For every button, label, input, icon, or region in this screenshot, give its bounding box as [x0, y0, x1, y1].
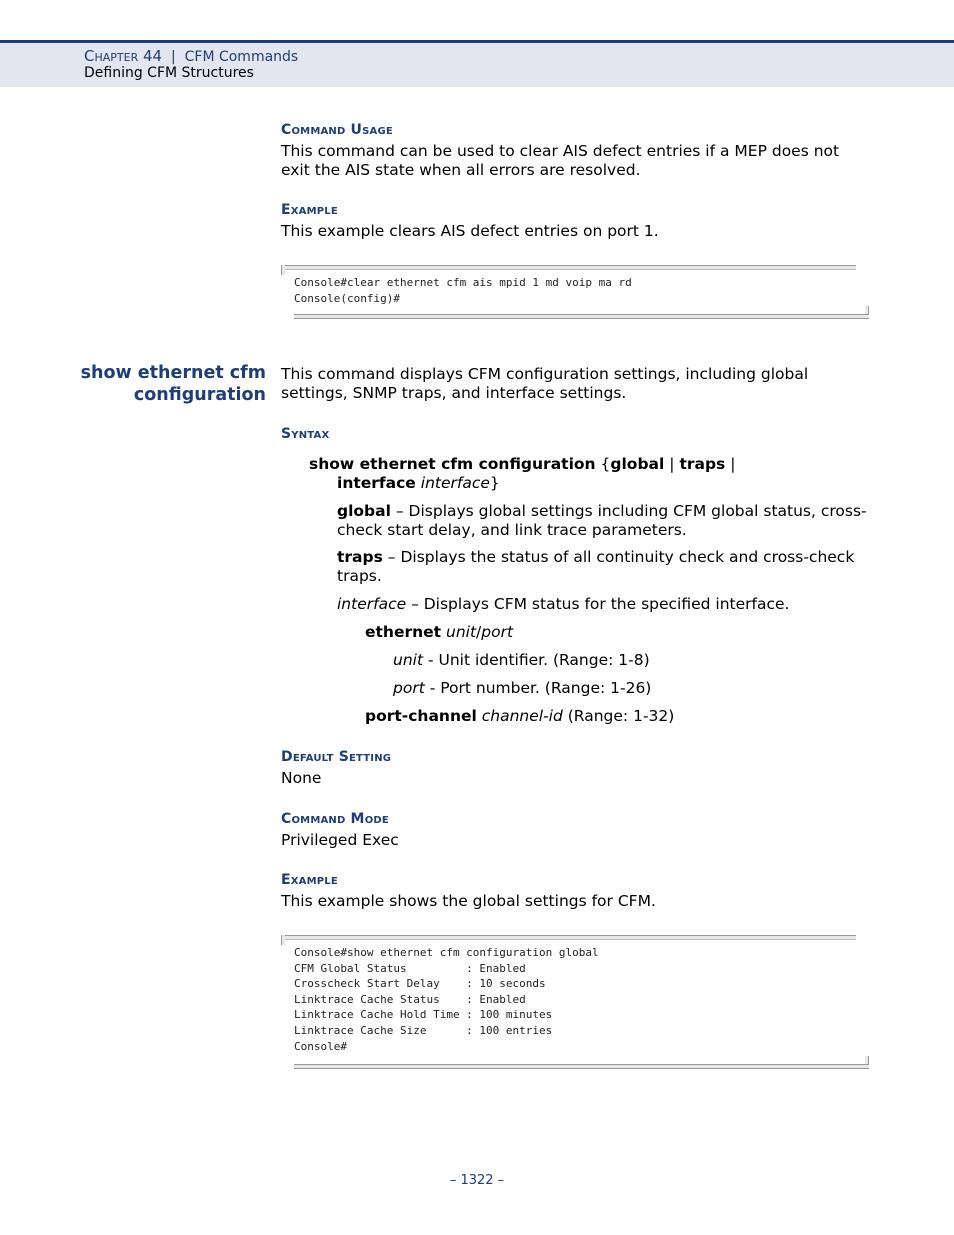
desc-line-1: This command displays CFM configuration settings, including global: [281, 365, 809, 383]
chapter-title: CFM Commands: [184, 49, 299, 65]
header-separator: |: [170, 49, 176, 65]
command-usage-text: [281, 142, 861, 180]
command-title-line-2: configuration: [133, 385, 266, 405]
command-mode-value: Privileged Exec: [281, 831, 399, 849]
param-port-kw: port: [393, 679, 425, 697]
param-global: [337, 502, 867, 521]
param-ethernet-port: port: [481, 623, 514, 641]
usage-line-2: exit the AIS state when all errors are resolved.: [281, 161, 641, 179]
example-text-1: This example clears AIS defect entries on port 1.: [281, 222, 659, 240]
chapter-line: [84, 47, 298, 65]
param-traps: [337, 548, 854, 567]
code-block-1: [281, 265, 869, 319]
chapter-label: Chapter 44: [84, 47, 163, 65]
syntax-opt-interface: interface: [337, 474, 416, 492]
command-description: [281, 365, 861, 403]
open-brace: {: [600, 455, 611, 473]
page-header: [0, 40, 954, 87]
param-pc-range: (Range: 1-32): [562, 707, 675, 725]
syntax-opt-traps: traps: [679, 455, 726, 473]
param-port-desc: - Port number. (Range: 1-26): [424, 679, 652, 697]
syntax-line-2: [337, 474, 500, 493]
param-ethernet: [365, 623, 513, 642]
param-interface-desc: – Displays CFM status for the specified interface.: [406, 595, 790, 613]
pipe-2: |: [730, 455, 736, 473]
param-interface-kw: interface: [337, 595, 407, 613]
param-traps-desc-1: – Displays the status of all continuity check and cross-check: [382, 548, 855, 566]
command-title-line-1: show ethernet cfm: [80, 363, 266, 383]
param-global-kw: global: [337, 502, 391, 520]
syntax-line-1: [309, 455, 735, 474]
desc-line-2: settings, SNMP traps, and interface settings.: [281, 384, 627, 402]
command-mode-heading: Command Mode: [281, 811, 389, 827]
example-heading-2: Example: [281, 872, 338, 888]
code-text-1: Console#clear ethernet cfm ais mpid 1 md voip ma rd Console(config)#: [294, 276, 632, 305]
param-traps-desc-2: traps.: [337, 567, 382, 585]
param-pc-kw: port-channel: [365, 707, 477, 725]
param-unit-desc: - Unit identifier. (Range: 1-8): [423, 651, 650, 669]
section-title: Defining CFM Structures: [84, 65, 254, 81]
param-interface: [337, 595, 789, 614]
code-block-2: [281, 935, 869, 1069]
param-unit: [393, 651, 650, 670]
param-ethernet-unit: unit: [446, 623, 477, 641]
default-setting-heading: Default Setting: [281, 749, 392, 765]
param-global-desc-2: check start delay, and link trace parameters.: [337, 521, 687, 539]
param-slash: /: [476, 623, 482, 641]
code-text-2: Console#show ethernet cfm configuration global CFM Global Status : Enabled Crosscheck Start Delay : 10 seconds Linktrace Cache Status : Enabled Linktrace Cache Hold Time : 100 minutes Linktrace Cache Size : 100 entries Console#: [294, 946, 599, 1053]
page-number: – 1322 –: [449, 1173, 505, 1188]
default-setting-value: None: [281, 769, 322, 787]
param-global-desc-1: – Displays global settings including CFM global status, cross-: [390, 502, 867, 520]
example-text-2: This example shows the global settings for CFM.: [281, 892, 656, 910]
close-brace: }: [489, 474, 500, 492]
param-ethernet-kw: ethernet: [365, 623, 442, 641]
param-port-channel: [365, 707, 674, 726]
param-port: [393, 679, 651, 698]
param-pc-arg: channel-id: [481, 707, 563, 725]
usage-line-1: This command can be used to clear AIS defect entries if a MEP does not: [281, 142, 840, 160]
syntax-command: show ethernet cfm configuration: [309, 455, 596, 473]
param-traps-kw: traps: [337, 548, 383, 566]
syntax-heading: Syntax: [281, 426, 330, 442]
example-heading-1: Example: [281, 202, 338, 218]
pipe-1: |: [669, 455, 675, 473]
command-usage-heading: Command Usage: [281, 122, 393, 138]
param-unit-kw: unit: [393, 651, 424, 669]
command-title: [81, 362, 266, 406]
syntax-opt-global: global: [610, 455, 665, 473]
syntax-arg-interface: interface: [420, 474, 490, 492]
